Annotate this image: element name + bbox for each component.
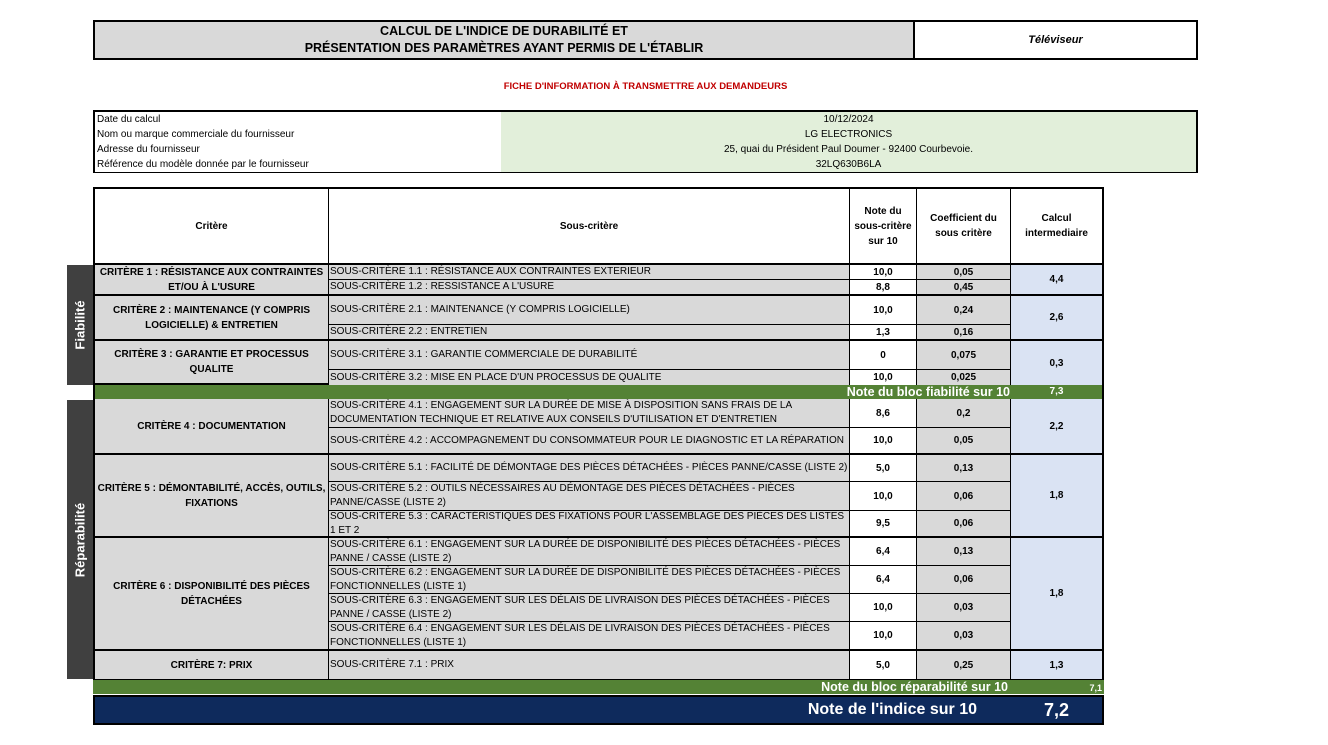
sub-criterion-note: 8,8 (850, 280, 917, 296)
info-value: 25, quai du Président Paul Doumer - 92400 Courbevoie. (501, 142, 1196, 157)
sub-criterion: SOUS-CRITÈRE 4.2 : ACCOMPAGNEMENT DU CONSOMMATEUR POUR LE DIAGNOSTIC ET LA RÉPARATION (329, 428, 850, 455)
criterion-3: CRITÈRE 3 : GARANTIE ET PROCESSUS QUALITE (95, 341, 329, 385)
sub-criterion-coef: 0,03 (917, 594, 1011, 622)
sub-criterion-note: 9,5 (850, 511, 917, 538)
column-header-calc: Calcul intermediaire (1011, 189, 1102, 265)
sub-criterion-note: 10,0 (850, 594, 917, 622)
info-row (95, 157, 1196, 172)
criterion-calc: 1,3 (1011, 651, 1102, 679)
sub-criterion: SOUS-CRITÈRE 6.4 : ENGAGEMENT SUR LES DÉLAIS DE LIVRAISON DES PIÈCES DÉTACHÉES - PIÈCES FONCTIONNELLES (LISTE 1) (329, 622, 850, 651)
header-divider (93, 59, 1198, 60)
sub-criterion: SOUS-CRITÈRE 7.1 : PRIX (329, 651, 850, 679)
sub-criterion: SOUS-CRITÈRE 5.2 : OUTILS NÉCESSAIRES AU DÉMONTAGE DES PIÈCES DÉTACHÉES - PIÈCES PANNE/CASSE (LISTE 2) (329, 482, 850, 511)
sub-criterion: SOUS-CRITÈRE 6.2 : ENGAGEMENT SUR LA DURÉE DE DISPONIBILITÉ DES PIÈCES DÉTACHÉES - PIÈCES FONCTIONNELLES (LISTE 1) (329, 566, 850, 594)
sub-criterion-coef: 0,025 (917, 370, 1011, 385)
column-header-critere: Critère (95, 189, 329, 265)
reparabilite-table (93, 399, 1104, 681)
info-value: 32LQ630B6LA (501, 157, 1196, 172)
criterion-calc: 1,8 (1011, 455, 1102, 538)
info-row (95, 142, 1196, 158)
final-index-value: 7,2 (1043, 700, 1070, 720)
criterion-7: CRITÈRE 7: PRIX (95, 651, 329, 679)
column-header-sous-critere: Sous-critère (329, 189, 850, 265)
sub-criterion: SOUS-CRITÈRE 4.1 : ENGAGEMENT SUR LA DURÉE DE MISE À DISPOSITION SANS FRAIS DE LA DOCUMENTATION TECHNIQUE ET RELATIVE AUX CONSEILS D'UTILISATION ET D'ENTRETIEN (329, 399, 850, 428)
sub-criterion: SOUS-CRITÈRE 5.3 : CARACTÉRISTIQUES DES FIXATIONS POUR L'ASSEMBLAGE DES PIÈCES DES LISTES 1 ET 2 (329, 511, 850, 538)
block-label-text: Réparabilité (72, 502, 88, 577)
info-row (95, 112, 1196, 128)
sub-criterion-coef: 0,16 (917, 325, 1011, 341)
final-index-bar (93, 695, 1104, 725)
sub-criterion: SOUS-CRITÈRE 5.1 : FACILITÉ DE DÉMONTAGE DES PIÈCES DÉTACHÉES - PIÈCES PANNE/CASSE (LISTE 2) (329, 455, 850, 482)
criterion-calc: 1,8 (1011, 538, 1102, 651)
sub-criterion-note: 6,4 (850, 566, 917, 594)
sub-criterion-coef: 0,06 (917, 566, 1011, 594)
sub-criterion-note: 0 (850, 341, 917, 370)
criterion-1: CRITÈRE 1 : RÉSISTANCE AUX CONTRAINTES ET/OU À L'USURE (95, 265, 329, 296)
fiabilite-total-label: Note du bloc fiabilité sur 10 (846, 385, 1010, 399)
title-line-2: PRÉSENTATION DES PARAMÈTRES AYANT PERMIS DE L'ÉTABLIR (304, 41, 704, 55)
column-header-note: Note du sous-critère sur 10 (850, 189, 917, 265)
sub-criterion-note: 5,0 (850, 651, 917, 679)
info-label: Date du calcul (95, 112, 503, 127)
info-value: 10/12/2024 (501, 112, 1196, 127)
sub-criterion: SOUS-CRITÈRE 2.2 : ENTRETIEN (329, 325, 850, 341)
fiabilite-total-value: 7,3 (1049, 386, 1064, 397)
sub-criterion-coef: 0,13 (917, 538, 1011, 566)
sub-criterion-coef: 0,03 (917, 622, 1011, 651)
sub-criterion-note: 8,6 (850, 399, 917, 428)
criterion-2: CRITÈRE 2 : MAINTENANCE (Y COMPRIS LOGICIELLE) & ENTRETIEN (95, 296, 329, 341)
sub-criterion-note: 1,3 (850, 325, 917, 341)
sub-criterion-note: 10,0 (850, 482, 917, 511)
document-subtitle: FICHE D'INFORMATION À TRANSMETTRE AUX DEMANDEURS (503, 81, 788, 92)
criterion-calc: 2,6 (1011, 296, 1102, 341)
reparabilite-total-value: 7,1 (1089, 683, 1102, 693)
sub-criterion-note: 10,0 (850, 296, 917, 325)
sub-criterion: SOUS-CRITÈRE 1.1 : RÉSISTANCE AUX CONTRAINTES EXTERIEUR (329, 265, 850, 280)
sub-criterion: SOUS-CRITÈRE 2.1 : MAINTENANCE (Y COMPRIS LOGICIELLE) (329, 296, 850, 325)
info-label: Référence du modèle donnée par le fournisseur (95, 157, 503, 172)
sub-criterion: SOUS-CRITÈRE 3.1 : GARANTIE COMMERCIALE DE DURABILITÉ (329, 341, 850, 370)
sub-criterion-note: 10,0 (850, 622, 917, 651)
sub-criterion-note: 10,0 (850, 370, 917, 385)
sub-criterion-coef: 0,24 (917, 296, 1011, 325)
sub-criterion-note: 6,4 (850, 538, 917, 566)
block-label-fiabilite (67, 265, 93, 385)
fiabilite-table (93, 187, 1104, 401)
sub-criterion: SOUS-CRITÈRE 1.2 : RESSISTANCE A L'USURE (329, 280, 850, 296)
column-header-coef: Coefficient du sous critère (917, 189, 1011, 265)
info-label: Nom ou marque commerciale du fournisseur (95, 127, 503, 142)
reparabilite-total-label: Note du bloc réparabilité sur 10 (821, 680, 1008, 694)
reparabilite-total-bar (93, 680, 1104, 694)
fiabilite-total-bar (95, 385, 1102, 399)
document-title (93, 20, 915, 60)
block-label-reparabilite (67, 400, 93, 679)
criterion-5: CRITÈRE 5 : DÉMONTABILITÉ, ACCÈS, OUTILS, FIXATIONS (95, 455, 329, 538)
criterion-calc: 2,2 (1011, 399, 1102, 455)
info-value: LG ELECTRONICS (501, 127, 1196, 142)
final-index-label: Note de l'indice sur 10 (807, 701, 977, 718)
criterion-6: CRITÈRE 6 : DISPONIBILITÉ DES PIÈCES DÉTACHÉES (95, 538, 329, 651)
sub-criterion-coef: 0,45 (917, 280, 1011, 296)
sub-criterion: SOUS-CRITÈRE 6.3 : ENGAGEMENT SUR LES DÉLAIS DE LIVRAISON DES PIÈCES DÉTACHÉES - PIÈCES PANNE / CASSE (LISTE 2) (329, 594, 850, 622)
product-type: Téléviseur (913, 20, 1198, 60)
supplier-info-table (93, 110, 1198, 173)
sub-criterion-coef: 0,25 (917, 651, 1011, 679)
sub-criterion-note: 10,0 (850, 265, 917, 280)
sub-criterion-coef: 0,05 (917, 265, 1011, 280)
sub-criterion: SOUS-CRITÈRE 3.2 : MISE EN PLACE D'UN PROCESSUS DE QUALITE (329, 370, 850, 385)
sub-criterion-note: 10,0 (850, 428, 917, 455)
sub-criterion-coef: 0,13 (917, 455, 1011, 482)
sub-criterion-coef: 0,06 (917, 511, 1011, 538)
sub-criterion-note: 5,0 (850, 455, 917, 482)
sub-criterion: SOUS-CRITÈRE 6.1 : ENGAGEMENT SUR LA DURÉE DE DISPONIBILITÉ DES PIÈCES DÉTACHÉES - PIÈCES PANNE / CASSE (LISTE 2) (329, 538, 850, 566)
title-line-1: CALCUL DE L'INDICE DE DURABILITÉ ET (380, 24, 628, 38)
criterion-calc: 0,3 (1011, 341, 1102, 385)
sub-criterion-coef: 0,2 (917, 399, 1011, 428)
info-row (95, 127, 1196, 143)
criterion-4: CRITÈRE 4 : DOCUMENTATION (95, 399, 329, 455)
sub-criterion-coef: 0,075 (917, 341, 1011, 370)
info-label: Adresse du fournisseur (95, 142, 503, 157)
block-label-text: Fiabilité (72, 300, 88, 350)
sub-criterion-coef: 0,05 (917, 428, 1011, 455)
sub-criterion-coef: 0,06 (917, 482, 1011, 511)
criterion-calc: 4,4 (1011, 265, 1102, 296)
